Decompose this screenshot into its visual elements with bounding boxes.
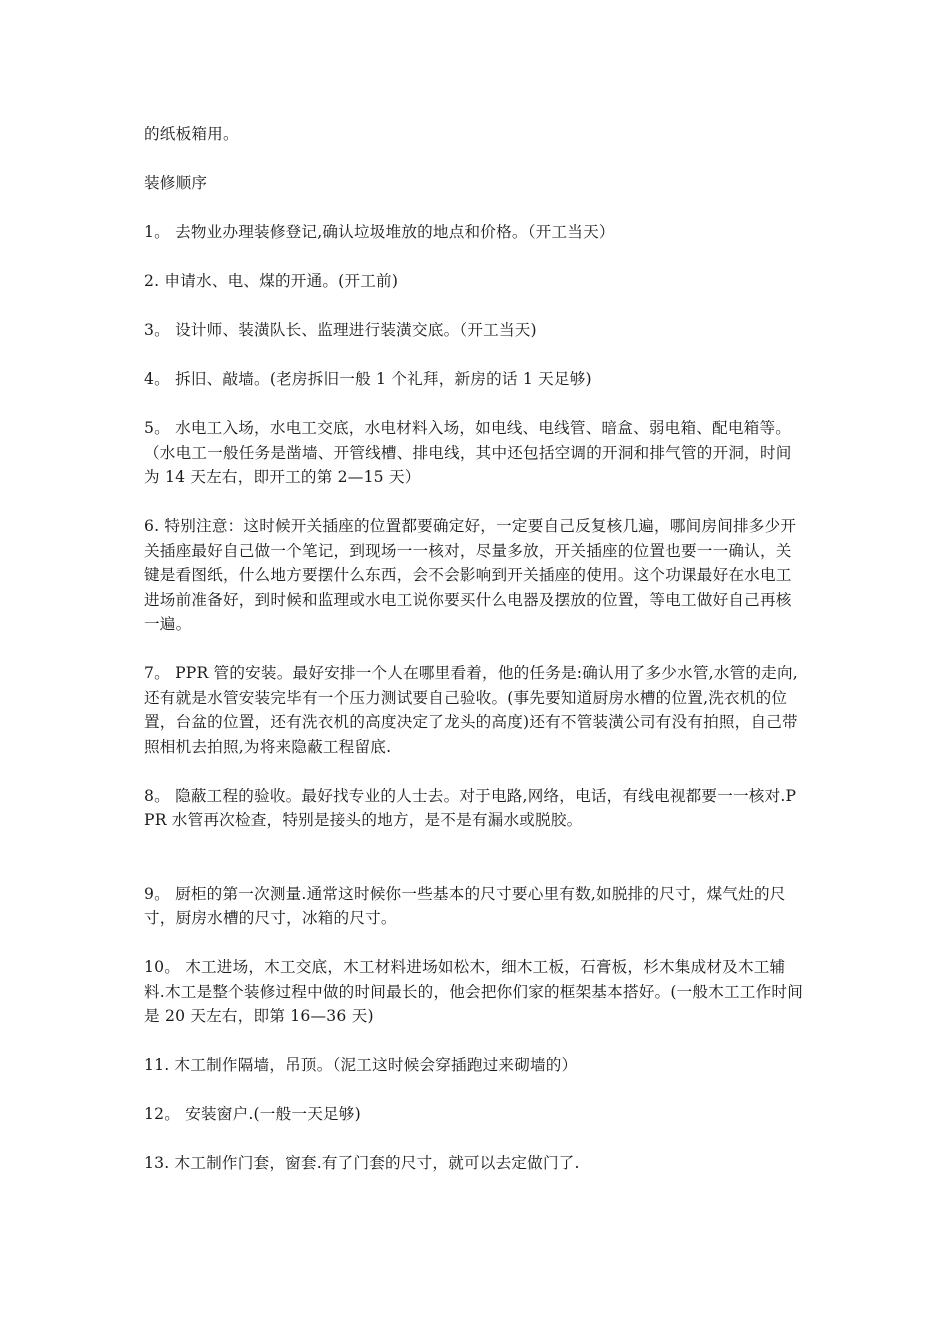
step-9: 9。 厨柜的第一次测量.通常这时候你一些基本的尺寸要心里有数,如脱排的尺寸，煤气灶的尺寸，厨房水槽的尺寸，冰箱的尺寸。 xyxy=(144,884,786,927)
document-body xyxy=(144,122,804,1200)
step-5: 5。 水电工入场，水电工交底，水电材料入场，如电线、电线管、暗盒、弱电箱、配电箱等。（水电工一般任务是凿墙、开管线槽、排电线，其中还包括空调的开洞和排气管的开洞，时间为 14 天左右，即开工的第 2—15 天） xyxy=(144,419,792,486)
step-8: 8。 隐蔽工程的验收。最好找专业的人士去。对于电路,网络，电话，有线电视都要一一核对.PPR 水管再次检查，特别是接头的地方，是不是有漏水或脱胶。 xyxy=(144,786,797,829)
section-heading: 装修顺序 xyxy=(144,174,208,192)
paragraph-continuation: 的纸板箱用。 xyxy=(144,125,239,143)
step-4: 4。 拆旧、敲墙。(老房拆旧一般 1 个礼拜，新房的话 1 天足够) xyxy=(144,370,592,388)
step-7: 7。 PPR 管的安装。最好安排一个人在哪里看着，他的任务是:确认用了多少水管,水管的走向,还有就是水管安装完毕有一个压力测试要自己验收。(事先要知道厨房水槽的位置,洗衣机的位置，台盆的位置，还有洗衣机的高度决定了龙头的高度)还有不管装潢公司有没有拍照，自己带照相机去拍照,为将来隐蔽工程留底. xyxy=(144,664,798,756)
step-6: 6. 特别注意：这时候开关插座的位置都要确定好，一定要自己反复核几遍，哪间房间排多少开关插座最好自己做一个笔记，到现场一一核对，尽量多放，开关插座的位置也要一一确认，关键是看图纸，什么地方要摆什么东西，会不会影响到开关插座的使用。这个功课最好在水电工进场前准备好，到时候和监理或水电工说你要买什么电器及摆放的位置，等电工做好自己再核一遍。 xyxy=(144,517,797,633)
step-13: 13. 木工制作门套，窗套.有了门套的尺寸，就可以去定做门了. xyxy=(144,1154,580,1172)
step-10: 10。 木工进场，木工交底，木工材料进场如松木，细木工板，石膏板，杉木集成材及木工辅料.木工是整个装修过程中做的时间最长的，他会把你们家的框架基本搭好。(一般木工工作时间是 20 天左右，即第 16—36 天) xyxy=(144,958,803,1025)
step-3: 3。 设计师、装潢队长、监理进行装潢交底。（开工当天) xyxy=(144,321,537,339)
step-2: 2. 申请水、电、煤的开通。(开工前) xyxy=(144,272,399,290)
step-1: 1。 去物业办理装修登记,确认垃圾堆放的地点和价格。（开工当天） xyxy=(144,223,615,241)
step-11: 11. 木工制作隔墙，吊顶。（泥工这时候会穿插跑过来砌墙的） xyxy=(144,1056,578,1074)
step-12: 12。 安装窗户.(一般一天足够) xyxy=(144,1105,361,1123)
